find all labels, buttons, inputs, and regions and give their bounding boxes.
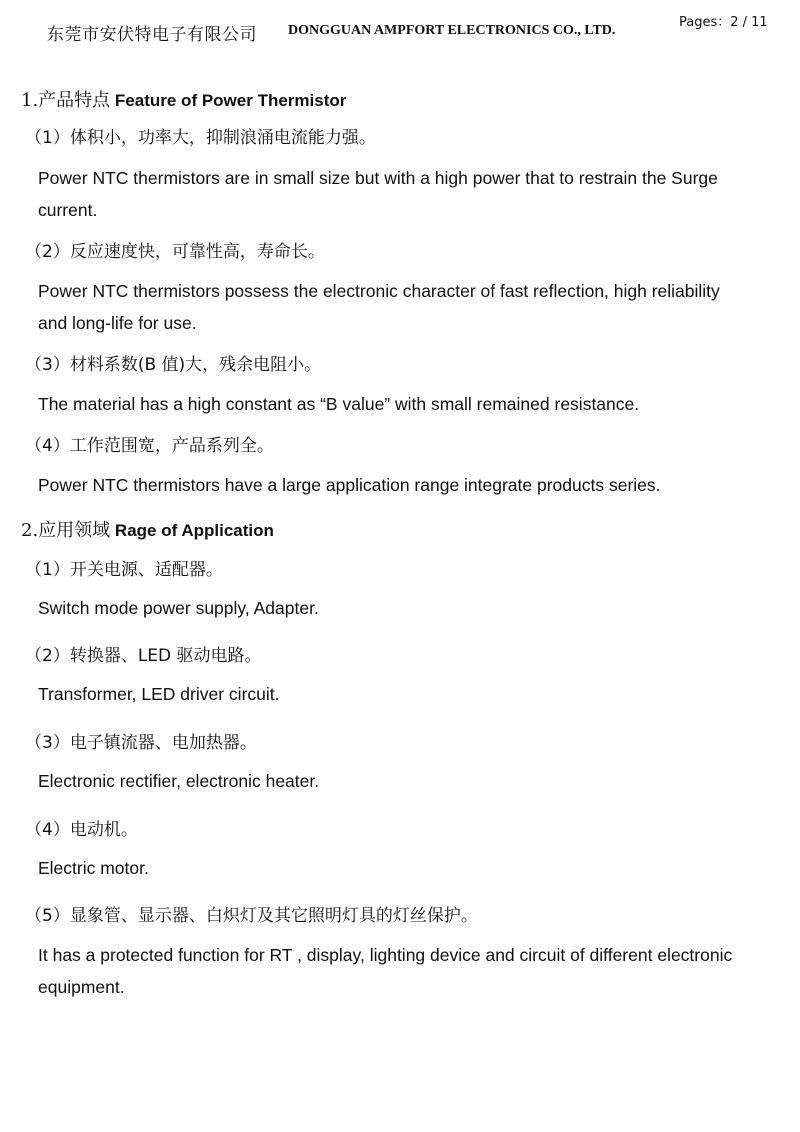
- section-1-item-2-cn: （2）反应速度快，可靠性高，寿命长。: [25, 242, 325, 262]
- section-1-item-1-en: Power NTC thermistors are in small size but with a high power that to restrain the Surge current.: [38, 168, 718, 220]
- section-2-item-1-cn: （1）开关电源、适配器。: [25, 560, 223, 580]
- header-company-cn: 东莞市安伏特电子有限公司: [47, 25, 257, 45]
- section-1-item-2-en: Power NTC thermistors possess the electronic character of fast reflection, high reliability and long-life for use.: [38, 281, 720, 333]
- page-number: Pages：2 / 11: [679, 15, 768, 30]
- section-1-title-cn: 产品特点: [38, 90, 111, 111]
- section-1-item-1-cn: （1）体积小，功率大，抑制浪涌电流能力强。: [25, 128, 376, 148]
- section-2-title-cn: 应用领域: [38, 520, 111, 541]
- section-2-item-4-en: Electric motor.: [38, 858, 149, 878]
- section-2-number: 2.: [21, 520, 39, 541]
- section-1-number: 1.: [21, 90, 39, 111]
- section-1-title-en: Feature of Power Thermistor: [114, 91, 347, 110]
- section-2-item-2-en: Transformer, LED driver circuit.: [38, 684, 280, 704]
- section-2-item-5-en: It has a protected function for RT , display, lighting device and circuit of different electronic equipment.: [38, 945, 733, 997]
- section-2-item-5-cn: （5）显象管、显示器、白炽灯及其它照明灯具的灯丝保护。: [25, 906, 478, 926]
- section-2-heading: [21, 516, 274, 542]
- section-2-title-en: Rage of Application: [114, 521, 274, 540]
- section-1-item-4-cn: （4）工作范围宽，产品系列全。: [25, 436, 274, 456]
- section-2-item-4-cn: （4）电动机。: [25, 820, 138, 840]
- section-1-heading: [21, 86, 346, 112]
- section-2-item-3-en: Electronic rectifier, electronic heater.: [38, 771, 320, 791]
- header-company-en: DONGGUAN AMPFORT ELECTRONICS CO., LTD.: [288, 23, 616, 38]
- section-2-item-3-cn: （3）电子镇流器、电加热器。: [25, 733, 257, 753]
- section-1-item-3-en: The material has a high constant as “B value” with small remained resistance.: [38, 394, 640, 414]
- section-1-item-3-cn: （3）材料系数(B 值)大，残余电阻小。: [25, 355, 322, 375]
- section-1-item-4-en: Power NTC thermistors have a large application range integrate products series.: [38, 475, 661, 495]
- section-2-item-2-cn: （2）转换器、LED 驱动电路。: [25, 646, 262, 666]
- section-2-item-1-en: Switch mode power supply, Adapter.: [38, 598, 319, 618]
